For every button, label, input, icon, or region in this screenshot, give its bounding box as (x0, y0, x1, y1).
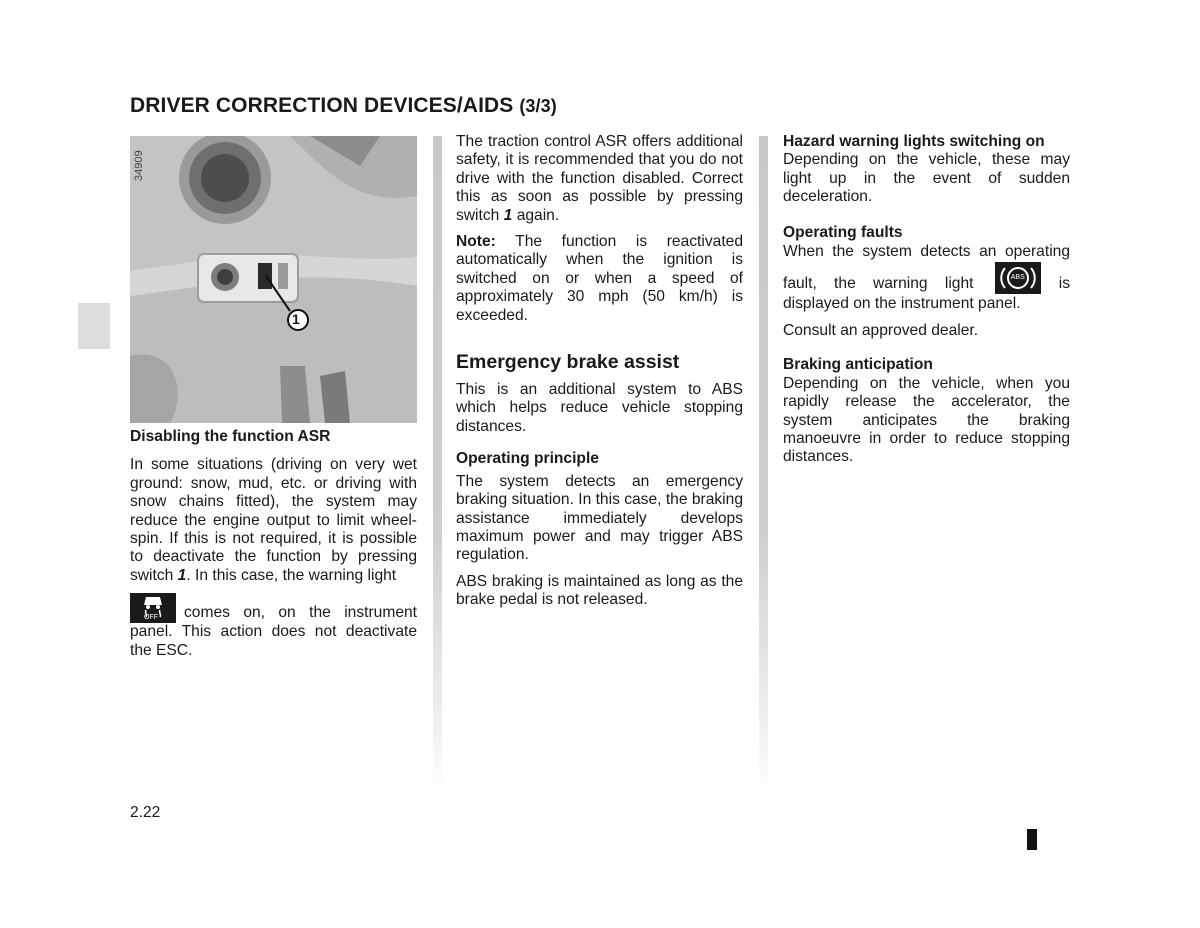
note-paragraph (456, 233, 743, 325)
abs-label: ABS (1010, 274, 1025, 282)
off-label: OFF (144, 614, 158, 622)
title-text: DRIVER CORRECTION DEVICES/AIDS (130, 94, 514, 117)
operating-principle-text: The system detects an emergency braking situation. In this case, the braking assistance immediately develops maximum power and may trigger ABS regulation. (456, 472, 743, 564)
abs-warning-icon (995, 262, 1041, 294)
asr-safety-a: The traction control ASR offers additional safety, it is recommended that you do not drive with the function disabled. Correct this as soon as possible by pressing switch (456, 133, 743, 224)
asr-paragraph (130, 456, 417, 585)
title-part-indicator: (3/3) (519, 96, 557, 116)
note-label: Note: (456, 233, 496, 251)
asr-safety-paragraph (456, 133, 743, 225)
asr-text-a: In some situations (driving on very wet ground: snow, mud, etc. or driving with snow chains fitted), the system may reduce the engine output to limit wheel-spin. If this is not required, it is possible to deactivate the function by pressing switch (130, 456, 417, 584)
hazard-heading: Hazard warning lights switching on (783, 133, 1045, 150)
column-2 (456, 133, 743, 618)
switch-ref: 1 (177, 566, 187, 584)
section-title: Emergency brake assist (456, 351, 680, 374)
asr-safety-b: again. (512, 206, 560, 224)
hazard-text: Depending on the vehicle, these may light up in the event of sudden deceleration. (783, 151, 1070, 206)
note-text: The function is reactivated automatically when the ignition is switched on or when a speed of approximately 30 mph (50 km/h) is exceeded. (456, 233, 743, 324)
column-3 (783, 133, 1070, 475)
figure-id: 34909 (133, 150, 145, 181)
asr-heading: Disabling the function ASR (130, 428, 331, 445)
anticipation-heading: Braking anticipation (783, 356, 933, 374)
asr-paragraph-2 (130, 593, 417, 660)
switch-ref-2: 1 (503, 206, 513, 224)
abs-braking-text: ABS braking is maintained as long as the brake pedal is not released. (456, 572, 743, 609)
asr-text-b: . In this case, the warning light (186, 566, 397, 584)
section-intro: This is an additional system to ABS which helps reduce vehicle stopping distances. (456, 381, 743, 435)
asr-text-c: comes on, on the instrument panel. This action does not deactivate the ESC. (130, 604, 417, 659)
faults-text (783, 242, 1070, 314)
faults-heading: Operating faults (783, 223, 903, 241)
anticipation-text: Depending on the vehicle, when you rapidly release the accelerator, the system anticipates the braking manoeuvre in order to reduce stopping distances. (783, 374, 1070, 466)
column-1 (130, 428, 417, 668)
column-divider-2 (759, 136, 768, 796)
faults-text-b: is displayed on the instrument panel. (783, 275, 1070, 313)
section-tab-marker (78, 303, 110, 349)
page-number: 2.22 (130, 804, 161, 821)
page-edge-marker (1027, 829, 1037, 850)
dealer-text: Consult an approved dealer. (783, 322, 979, 340)
column-divider-1 (433, 136, 442, 796)
asr-off-warning-icon (130, 593, 176, 623)
dashboard-drawing (130, 136, 417, 423)
operating-principle-heading: Operating principle (456, 450, 599, 468)
faults-text-a: When the system detects an operating fault, the warning light (783, 243, 1070, 293)
page-title (130, 94, 557, 118)
callout-number: 1 (292, 311, 300, 327)
dashboard-switch-illustration (130, 136, 417, 423)
